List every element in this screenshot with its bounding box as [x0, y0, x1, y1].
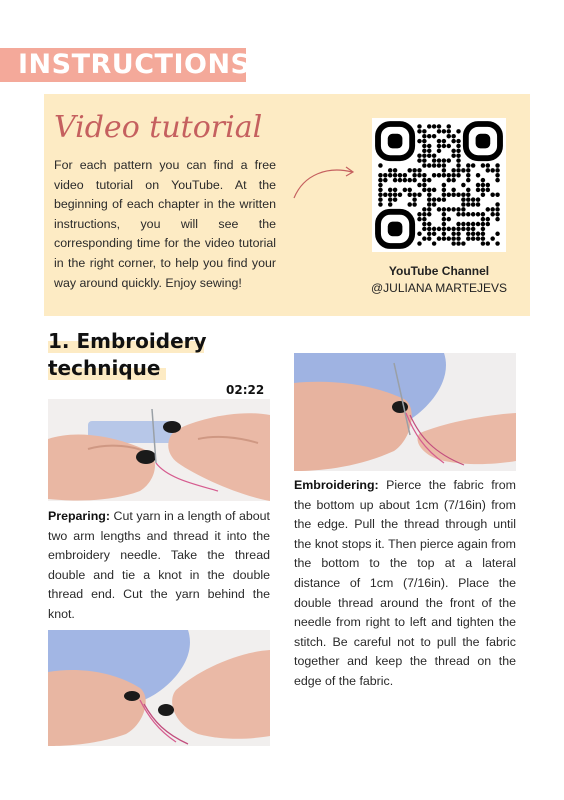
embroidering-paragraph: [294, 476, 516, 692]
youtube-channel-handle: @JULIANA MARTEJEVS: [371, 281, 507, 295]
youtube-channel-label: YouTube Channel: [388, 264, 490, 278]
photo-preparing: [48, 399, 270, 501]
qr-code-icon[interactable]: [372, 118, 506, 252]
video-tutorial-title: Video tutorial: [54, 110, 263, 145]
photo-embroidering: [294, 353, 516, 471]
page-title: INSTRUCTIONS: [18, 49, 251, 80]
embroidering-heading: Embroidering:: [294, 478, 379, 492]
preparing-text: Cut yarn in a length of about two arm lengths and thread it into the embroidery needle. Take the thread double and tie a knot in the double thread end. Cut the yarn behind the knot.: [48, 509, 270, 621]
curved-arrow-icon: [290, 160, 360, 204]
video-timestamp: 02:22: [226, 383, 265, 397]
section-title-line2: technique: [48, 356, 161, 380]
preparing-paragraph: [48, 507, 270, 625]
section-title-line1: 1. Embroidery: [48, 329, 207, 353]
photo-step: [48, 630, 270, 746]
section-title: [48, 328, 248, 382]
video-tutorial-text: For each pattern you can find a free video tutorial on YouTube. At the beginning of each chapter in the written instructions, you will see the corresponding time for the video tutorial in the right corner, to help you find your way around quickly. Enjoy sewing!: [54, 158, 276, 290]
embroidering-text: Pierce the fabric from the bottom up about 1cm (7/16in) from the edge. Pull the thread through until the knot stops it. Then pierce again from the bottom to the top at a lateral distance of 1cm (7/16in). Place the double thread around the front of the needle from right to left and tighten the stitch. Be careful not to pull the fabric together and keep the thread on the edge of the fabric.: [294, 478, 516, 688]
preparing-heading: Preparing:: [48, 509, 110, 523]
